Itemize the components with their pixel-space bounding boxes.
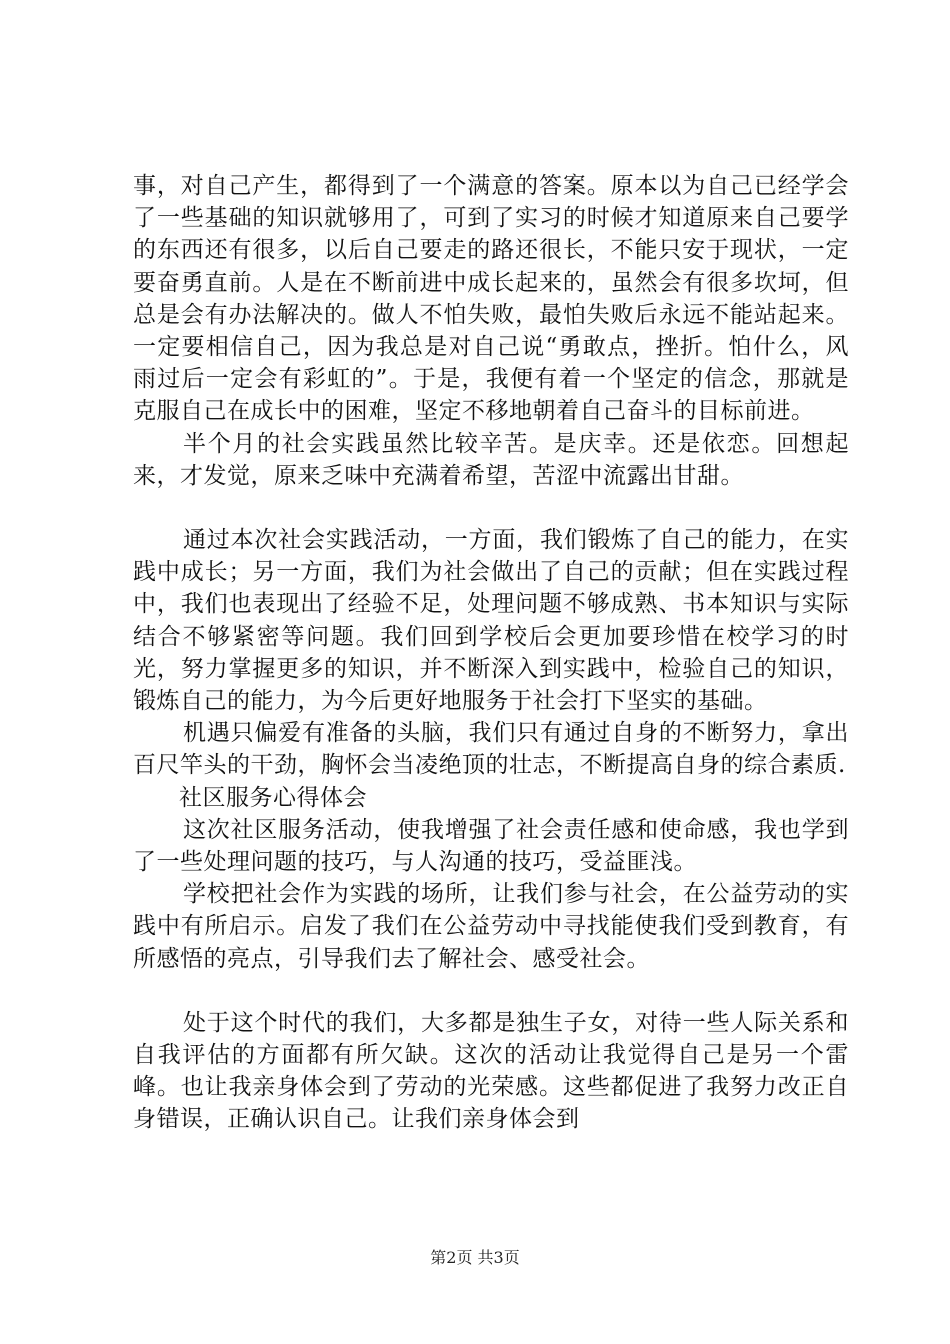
- paragraph-3: 通过本次社会实践活动，一方面，我们锻炼了自己的能力，在实践中成长；另一方面，我们为社会做出了自己的贡献；但在实践过程中，我们也表现出了经验不足，处理问题不够成熟、书本知识与实际结合不够紧密等问题。我们回到学校后会更加要珍惜在校学习的时光，努力掌握更多的知识，并不断深入到实践中，检验自己的知识，锻炼自己的能力，为今后更好地服务于社会打下坚实的基础。: [133, 527, 849, 715]
- section-heading: 社区服务心得体会: [179, 784, 367, 811]
- paragraph-1: 事，对自己产生，都得到了一个满意的答案。原本以为自己已经学会了一些基础的知识就够用了，可到了实习的时候才知道原来自己要学的东西还有很多，以后自己要走的路还很长，不能只安于现状，一定要奋勇直前。人是在不断前进中成长起来的，虽然会有很多坎坷，但总是会有办法解决的。做人不怕失败，最怕失败后永远不能站起来。一定要相信自己，因为我总是对自己说“勇敢点，挫折。怕什么，风雨过后一定会有彩虹的”。于是，我便有着一个坚定的信念，那就是克服自己在成长中的困难，坚定不移地朝着自己奋斗的目标前进。: [133, 173, 849, 425]
- paragraph-7: 处于这个时代的我们，大多都是独生子女，对待一些人际关系和自我评估的方面都有所欠缺。这次的活动让我觉得自己是另一个雷峰。也让我亲身体会到了劳动的光荣感。这些都促进了我努力改正自身错误，正确认识自己。让我们亲身体会到: [133, 1009, 849, 1133]
- paragraph-4: 机遇只偏爱有准备的头脑，我们只有通过自身的不断努力，拿出百尺竿头的干劲，胸怀会当凌绝顶的壮志，不断提高自身的综合素质.: [133, 720, 849, 779]
- paragraph-6: 学校把社会作为实践的场所，让我们参与社会，在公益劳动的实践中有所启示。启发了我们在公益劳动中寻找能使我们受到教育，有所感悟的亮点，引导我们去了解社会、感受社会。: [133, 881, 849, 972]
- document-body: [133, 170, 849, 1136]
- paragraph-5: 这次社区服务活动，使我增强了社会责任感和使命感，我也学到了一些处理问题的技巧，与人沟通的技巧，受益匪浅。: [133, 816, 849, 876]
- paragraph-2: 半个月的社会实践虽然比较辛苦。是庆幸。还是依恋。回想起来，才发觉，原来乏味中充满着希望，苦涩中流露出甘甜。: [133, 430, 849, 489]
- page-footer: 第2页 共3页: [430, 1248, 520, 1267]
